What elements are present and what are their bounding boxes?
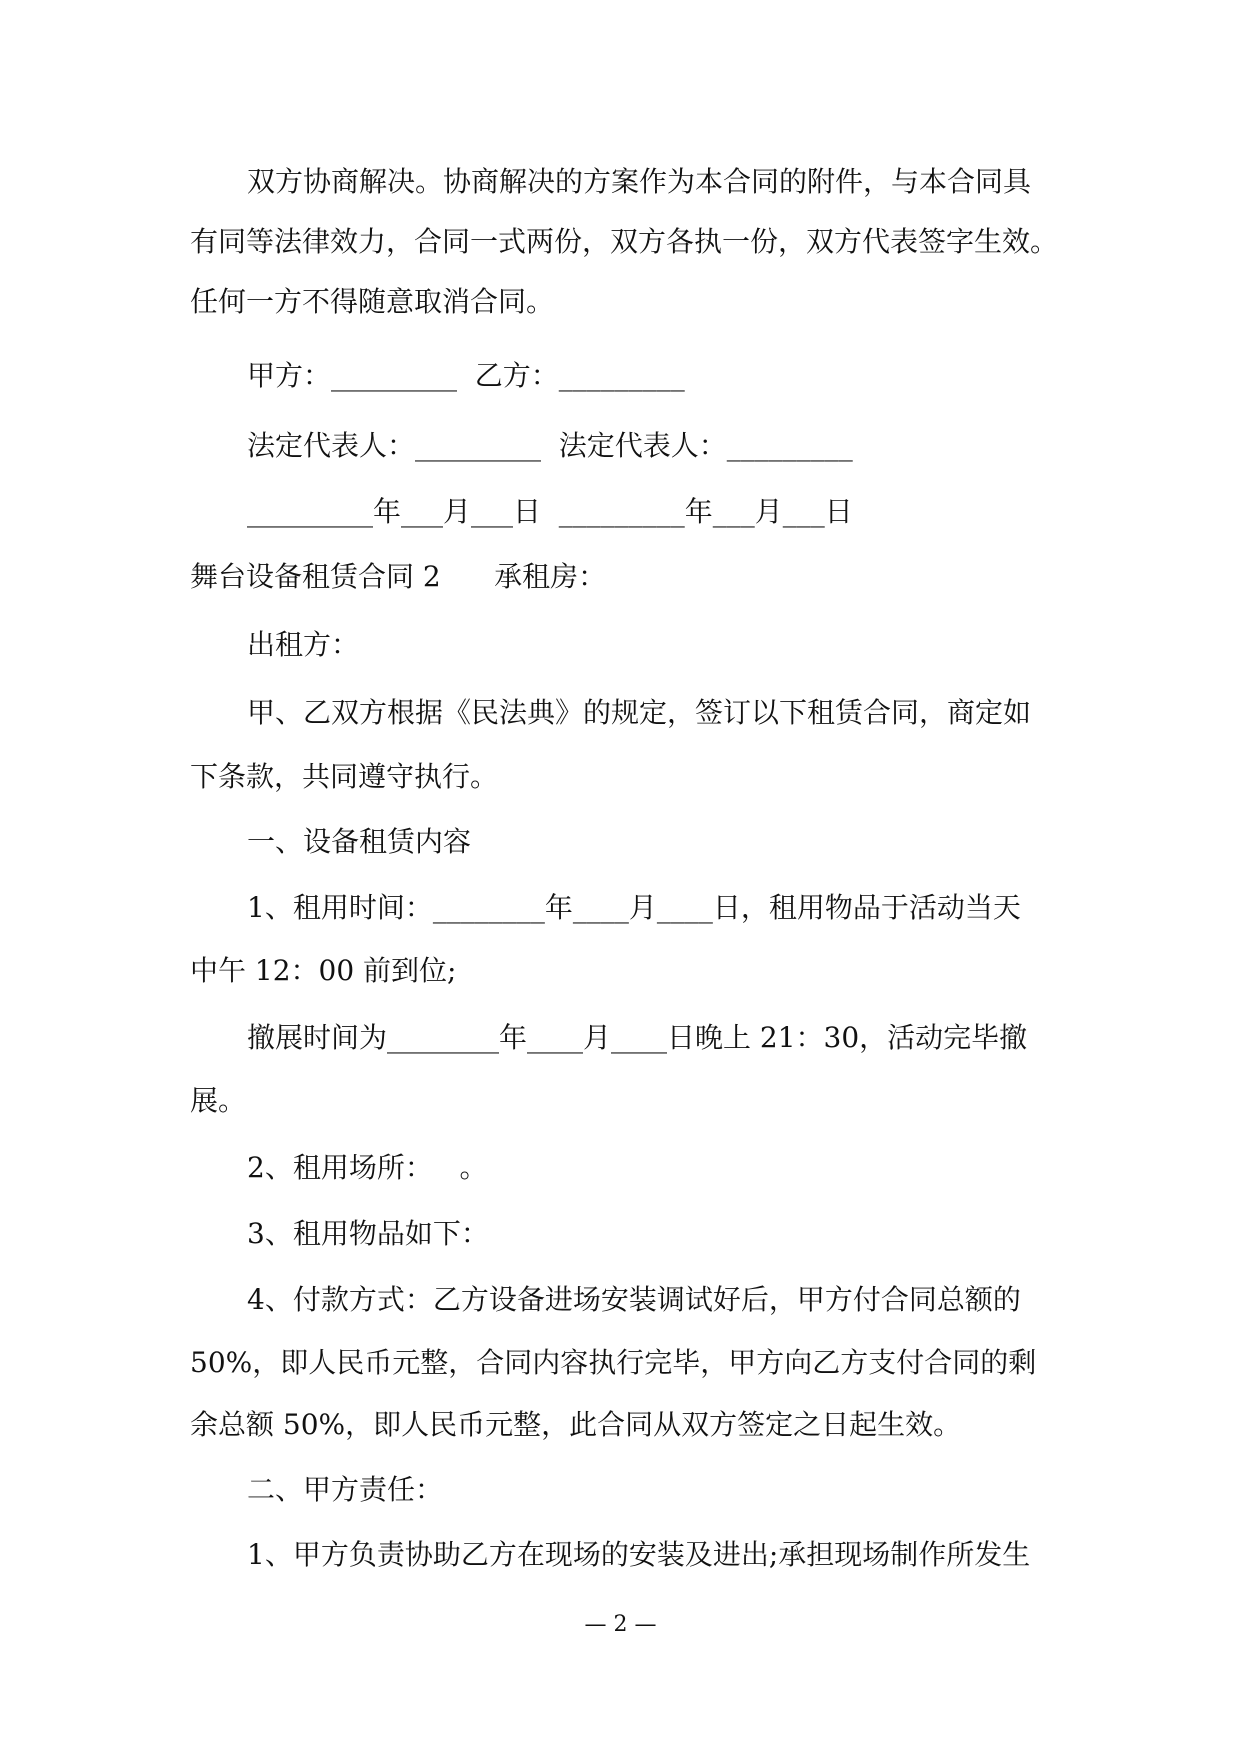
clause-line: 撤展时间为________年____月____日晚上 21：30，活动完毕撤 bbox=[247, 1021, 1028, 1054]
text-line: 双方协商解决。协商解决的方案作为本合同的附件，与本合同具 bbox=[247, 165, 1032, 198]
section-title: 舞台设备租赁合同 2 承租房： bbox=[190, 560, 607, 593]
section-heading: 一、设备租赁内容 bbox=[247, 825, 472, 858]
text-line: 展。 bbox=[190, 1084, 247, 1117]
signature-line-representatives: 法定代表人：_________ 法定代表人：_________ bbox=[247, 429, 853, 462]
section-heading: 二、甲方责任： bbox=[247, 1473, 444, 1506]
text-line: 中午 12：00 前到位; bbox=[190, 954, 457, 987]
page-number: — 2 — bbox=[584, 1612, 657, 1637]
text-line: 任何一方不得随意取消合同。 bbox=[190, 285, 555, 318]
signature-line-dates: _________年___月___日 _________年___月___日 bbox=[247, 495, 853, 528]
signature-line-parties: 甲方：_________ 乙方：_________ bbox=[247, 359, 685, 392]
text-line: 余总额 50%，即人民币元整，此合同从双方签定之日起生效。 bbox=[190, 1408, 962, 1441]
text-line: 有同等法律效力，合同一式两份，双方各执一份，双方代表签字生效。 bbox=[190, 225, 1059, 258]
text-line: 甲、乙双方根据《民法典》的规定，签订以下租赁合同，商定如 bbox=[247, 696, 1032, 729]
text-line: 出租方： bbox=[247, 628, 360, 661]
clause-line: 1、租用时间：________年____月____日，租用物品于活动当天 bbox=[247, 891, 1021, 924]
text-line: 下条款，共同遵守执行。 bbox=[190, 760, 499, 793]
clause-line: 1、甲方负责协助乙方在现场的安装及进出;承担现场制作所发生 bbox=[247, 1538, 1031, 1571]
text-line: 50%，即人民币元整，合同内容执行完毕，甲方向乙方支付合同的剩 bbox=[190, 1346, 1037, 1379]
clause-line: 2、租用场所： 。 bbox=[247, 1151, 488, 1184]
clause-line: 3、租用物品如下： bbox=[247, 1217, 489, 1250]
clause-line: 4、付款方式：乙方设备进场安装调试好后，甲方付合同总额的 bbox=[247, 1283, 1021, 1316]
